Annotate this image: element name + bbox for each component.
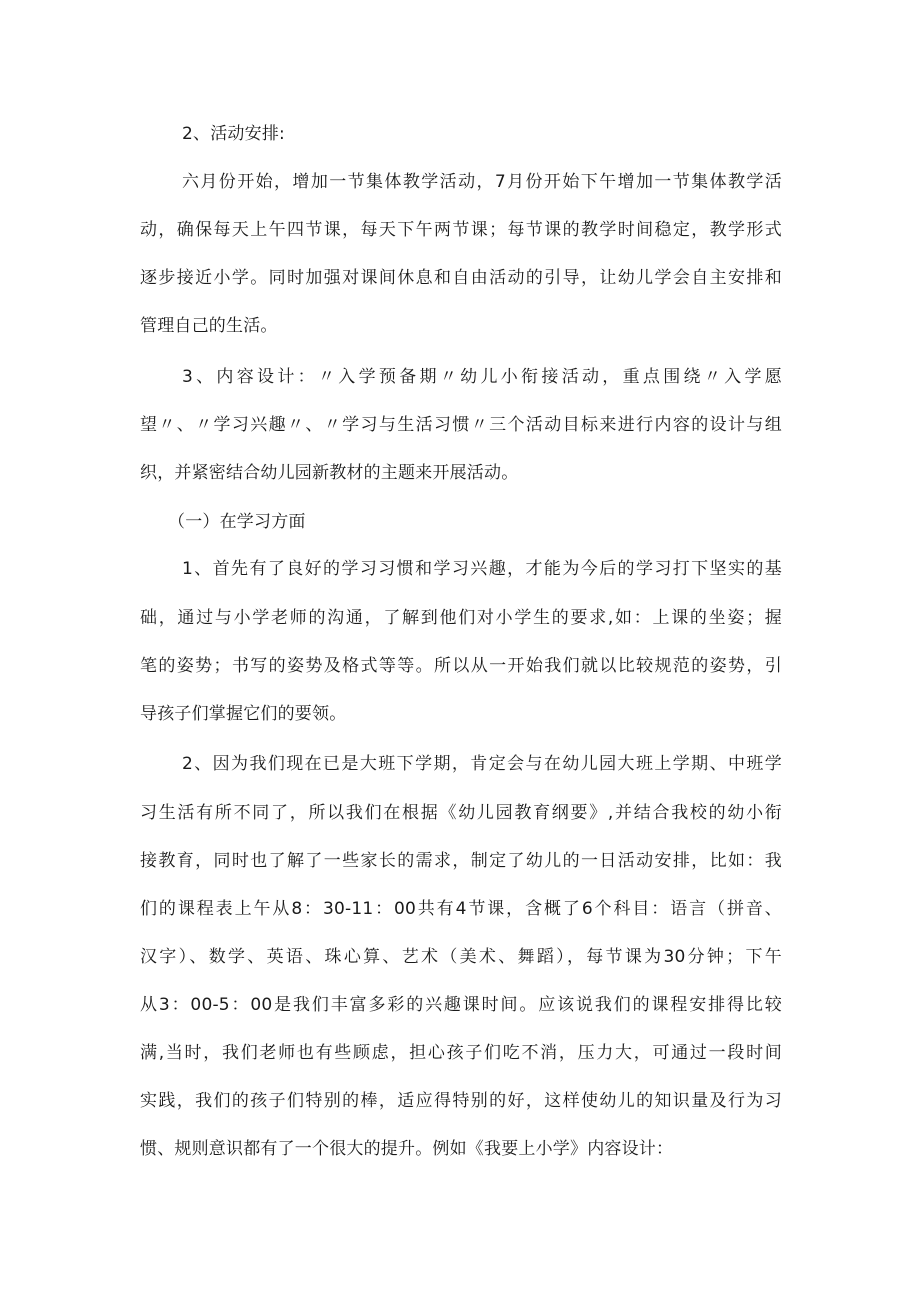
paragraph-line: 3、内容设计：〃入学预备期〃幼儿小衔接活动，重点围绕〃入学愿 [182,367,782,387]
paragraph-line: 导孩子们掌握它们的要领。 [140,704,347,724]
paragraph-line: 满,当时，我们老师也有些顾虑，担心孩子们吃不消，压力大，可通过一段时间 [140,1043,782,1063]
paragraph-line: 望〃、〃学习兴趣〃、〃学习与生活习惯〃三个活动目标来进行内容的设计与组 [140,415,782,435]
paragraph-line: 动，确保每天上午四节课，每天下午两节课；每节课的教学时间稳定，教学形式 [140,220,782,240]
paragraph-line: 笔的姿势；书写的姿势及格式等等。所以从一开始我们就以比较规范的姿势，引 [140,656,782,676]
paragraph-line: 习生活有所不同了，所以我们在根据《幼儿园教育纲要》,并结合我校的幼小衔 [140,803,782,823]
paragraph-line: 础，通过与小学老师的沟通，了解到他们对小学生的要求,如：上课的坐姿；握 [140,608,782,628]
paragraph-line: 2、因为我们现在已是大班下学期，肯定会与在幼儿园大班上学期、中班学 [182,754,782,774]
paragraph-line: 管理自己的生活。 [140,316,278,336]
paragraph-line: 逐步接近小学。同时加强对课间休息和自由活动的引导，让幼儿学会自主安排和 [140,268,782,288]
subsection-heading-study: （一）在学习方面 [168,512,306,532]
paragraph-line: 六月份开始，增加一节集体教学活动，7月份开始下午增加一节集体教学活 [182,172,782,192]
paragraph-line: 1、首先有了良好的学习习惯和学习兴趣，才能为今后的学习打下坚实的基 [182,559,782,579]
paragraph-line: 从3：00-5：00是我们丰富多彩的兴趣课时间。应该说我们的课程安排得比较 [140,995,782,1015]
section-heading-activity: 2、活动安排: [182,124,285,144]
paragraph-line: 接教育，同时也了解了一些家长的需求，制定了幼儿的一日活动安排，比如：我 [140,851,782,871]
paragraph-line: 们的课程表上午从8：30-11：00共有4节课，含概了6个科目：语言（拼音、 [140,899,782,919]
paragraph-line: 实践，我们的孩子们特别的棒，适应得特别的好，这样使幼儿的知识量及行为习 [140,1091,782,1111]
paragraph-line: 织，并紧密结合幼儿园新教材的主题来开展活动。 [140,463,519,483]
paragraph-line: 惯、规则意识都有了一个很大的提升。例如《我要上小学》内容设计： [140,1139,674,1159]
paragraph-line: 汉字）、数学、英语、珠心算、艺术（美术、舞蹈），每节课为30分钟；下午 [140,947,782,967]
